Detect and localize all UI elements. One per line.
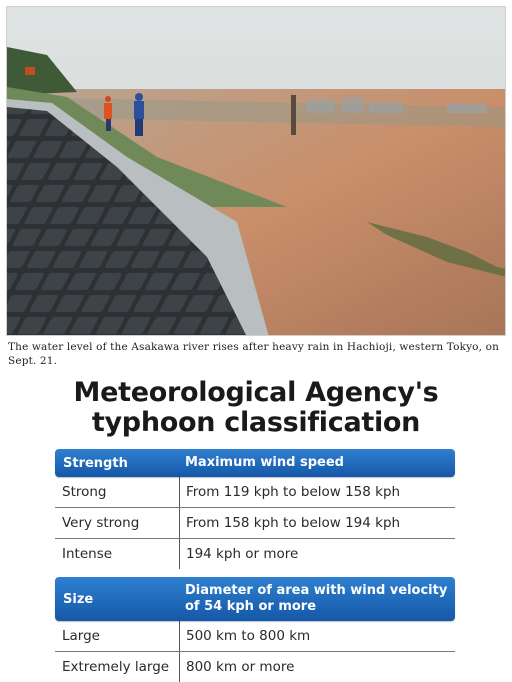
- size-header: [55, 577, 455, 621]
- row-label: Large: [62, 628, 100, 644]
- table-row: [55, 652, 455, 682]
- table-row: [55, 539, 455, 569]
- table-row: [55, 477, 455, 508]
- table-row: [55, 621, 455, 652]
- row-label: Extremely large: [62, 659, 170, 675]
- row-value: From 158 kph to below 194 kph: [179, 508, 455, 538]
- table-row: [55, 508, 455, 539]
- row-label: Very strong: [62, 515, 140, 531]
- wind-speed-header-label: Maximum wind speed: [185, 455, 344, 470]
- diameter-header-label: Diameter of area with wind velocity of 54 kph or more: [185, 583, 448, 614]
- flood-photo: [6, 6, 506, 336]
- size-header-label: Size: [63, 591, 94, 607]
- strength-header-label: Strength: [63, 455, 128, 471]
- classification-table: [55, 449, 455, 682]
- strength-header: [55, 449, 455, 477]
- row-value: 500 km to 800 km: [179, 621, 455, 651]
- photo-caption: The water level of the Asakawa river rises after heavy rain in Hachioji, western Tokyo, on Sept. 21.: [8, 341, 499, 367]
- infographic-title: [0, 378, 512, 438]
- row-value: 800 km or more: [179, 652, 455, 682]
- title-line-1: Meteorological Agency's: [73, 377, 439, 408]
- row-label: Intense: [62, 546, 113, 562]
- row-value: From 119 kph to below 158 kph: [179, 477, 455, 507]
- title-line-2: typhoon classification: [91, 407, 421, 438]
- row-value: 194 kph or more: [179, 539, 455, 569]
- flooded-river-photo-icon: [7, 7, 506, 336]
- row-label: Strong: [62, 484, 107, 500]
